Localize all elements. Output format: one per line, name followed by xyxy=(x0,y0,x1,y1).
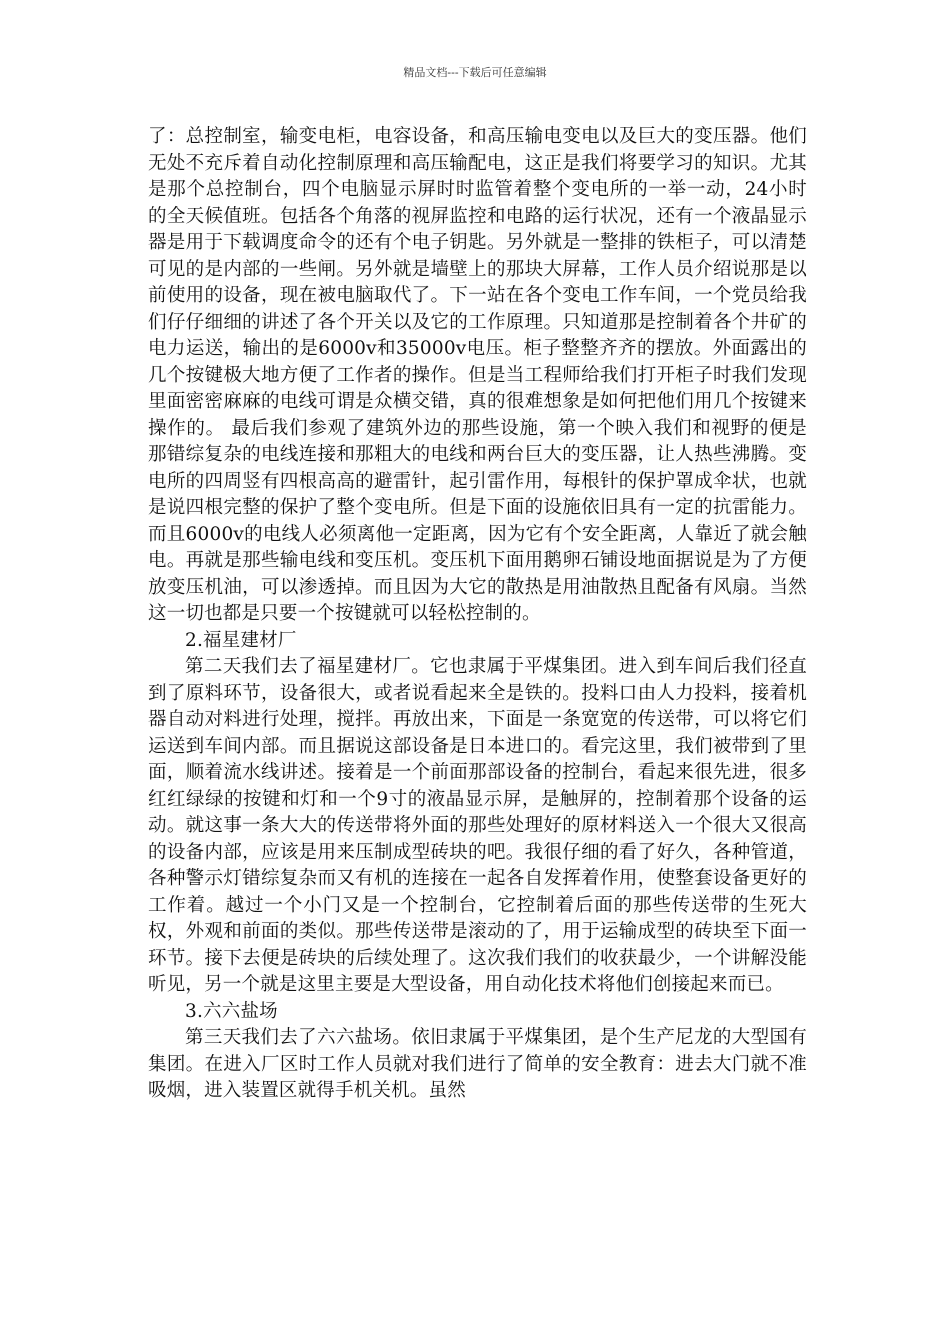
document-body xyxy=(148,124,807,1105)
paragraph-fuxing: 第二天我们去了福星建材厂。它也隶属于平煤集团。进入到车间后我们径直到了原料环节，设备很大，或者说看起来全是铁的。投料口由人力投料，接着机器自动对料进行处理，搅拌。再放出来，下面是一条宽宽的传送带，可以将它们运送到车间内部。而且据说这部设备是日本进口的。看完这里，我们被带到了里面，顺着流水线讲述。接着是一个前面那部设备的控制台，看起来很先进，很多红红绿绿的按键和灯和一个9寸的液晶显示屏，是触屏的，控制着那个设备的运动。就这事一条大大的传送带将外面的那些处理好的原材料送入一个很大又很高的设备内部，应该是用来压制成型砖块的吧。我很仔细的看了好久，各种管道，各种警示灯错综复杂而又有机的连接在一起各自发挥着作用，使整套设备更好的工作着。越过一个小门又是一个控制台，它控制着后面的那些传送带的生死大权，外观和前面的类似。那些传送带是滚动的了，用于运输成型的砖块至下面一环节。接下去便是砖块的后续处理了。这次我们我们的收获最少，一个讲解没能听见，另一个就是这里主要是大型设备，用自动化技术将他们创接起来而已。 xyxy=(148,656,807,995)
section-heading-fuxing: 2.福星建材厂 xyxy=(185,629,297,651)
page-header: 精品文档---下载后可任意编辑 xyxy=(403,66,547,79)
section-heading-liuliu: 3.六六盐场 xyxy=(185,1000,278,1022)
paragraph-liuliu: 第三天我们去了六六盐场。依旧隶属于平煤集团，是个生产尼龙的大型国有集团。在进入厂区时工作人员就对我们进行了简单的安全教育：进去大门就不准吸烟，进入装置区就得手机关机。虽然 xyxy=(148,1027,807,1101)
paragraph-substation: 了：总控制室，输变电柜，电容设备，和高压输电变电以及巨大的变压器。他们无处不充斥着自动化控制原理和高压输配电，这正是我们将要学习的知识。尤其是那个总控制台，四个电脑显示屏时时监管着整个变电所的一举一动，24小时的全天候值班。包括各个角落的视屏监控和电路的运行状况，还有一个液晶显示器是用于下载调度命令的还有个电子钥匙。另外就是一整排的铁柜子，可以清楚可见的是内部的一些闸。另外就是墙壁上的那块大屏幕，工作人员介绍说那是以前使用的设备，现在被电脑取代了。下一站在各个变电工作车间，一个党员给我们仔仔细细的讲述了各个开关以及它的工作原理。只知道那是控制着各个井矿的电力运送，输出的是6000v和35000v电压。柜子整整齐齐的摆放。外面露出的几个按键极大地方便了工作者的操作。但是当工程师给我们打开柜子时我们发现里面密密麻麻的电线可谓是众横交错，真的很难想象是如何把他们用几个按键来操作的。 最后我们参观了建筑外边的那些设施，第一个映入我们和视野的便是那错综复杂的电线连接和那粗大的电线和两台巨大的变压器，让人热些沸腾。变电所的四周竖有四根高高的避雷针，起引雷作用，每根针的保护罩成伞状，也就是说四根完整的保护了整个变电所。但是下面的设施依旧具有一定的抗雷能力。而且6000v的电线人必须离他一定距离，因为它有个安全距离，人靠近了就会触电。再就是那些输电线和变压机。变压机下面用鹅卵石铺设地面据说是为了方便放变压机油，可以渗透掉。而且因为大它的散热是用油散热且配备有风扇。当然这一切也都是只要一个按键就可以轻松控制的。 xyxy=(148,126,807,624)
